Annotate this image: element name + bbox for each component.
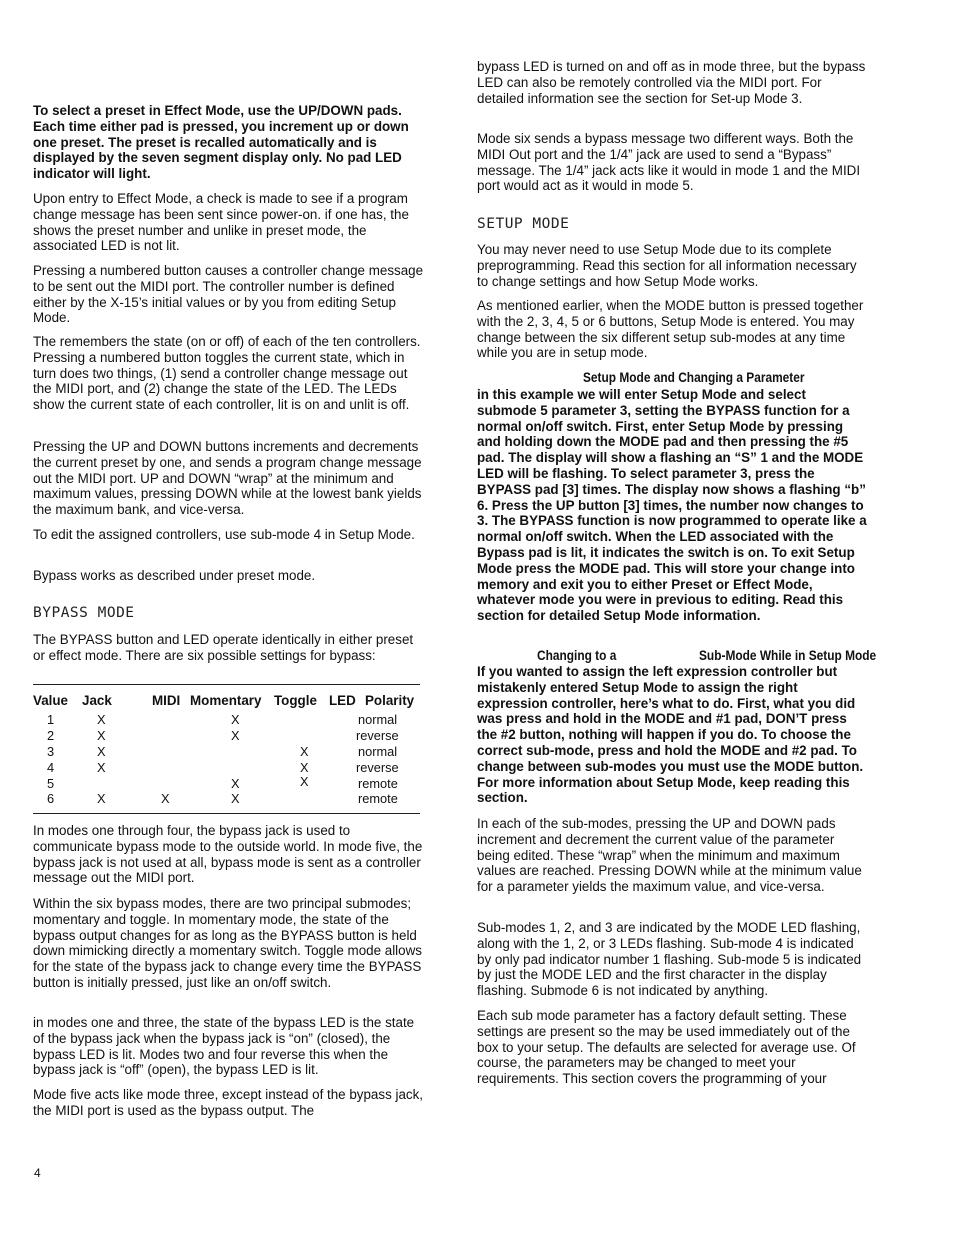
paragraph: Pressing the UP and DOWN buttons increments and decrements the current preset by one, and sends a program change message out the MIDI port. UP and DOWN “wrap” at the minimum and maximum values, pressing DOWN while at the lowest bank yields the maximum bank, and vice-versa.	[33, 439, 422, 518]
table-header-toggle: Toggle	[274, 693, 317, 708]
paragraph: The remembers the state (on or off) of each of the ten controllers. Pressing a numbered button toggles the current state, which in turn does two things, (1) send a controller change message out the MIDI port, and (2) change the state of the LED. The LEDs show the current state of each controller, lit is on and unlit is off.	[33, 334, 421, 413]
table-cell-toggle: X	[300, 744, 309, 759]
table-cell-toggle: X	[300, 774, 309, 789]
paragraph: In modes one through four, the bypass jack is used to communicate bypass mode to the outside world. In mode five, the bypass jack is not used at all, bypass mode is sent as a controller message out the MIDI port.	[33, 823, 423, 886]
bypass-settings-table	[33, 684, 420, 814]
page-number: 4	[34, 1166, 41, 1180]
table-header-momentary: Momentary	[190, 693, 262, 708]
subheading-changing-to: Changing to a	[537, 647, 617, 663]
table-cell-polarity: reverse	[356, 728, 399, 743]
table-cell-polarity: normal	[358, 744, 398, 759]
paragraph: Sub-modes 1, 2, and 3 are indicated by the MODE LED flashing, along with the 1, 2, or 3 LEDs flashing. Sub-mode 4 is indicated by only pad indicator number 1 flashing. Sub-mode 5 is indicated by just the MODE LED and the first character in the display flashing. Submode 6 is not indicated by anything.	[477, 920, 862, 999]
table-cell-polarity: normal	[358, 712, 398, 727]
table-cell-jack: X	[97, 744, 106, 759]
paragraph: You may never need to use Setup Mode due to its complete preprogramming. Read this section for all information necessary to change settings and how Setup Mode works.	[477, 242, 857, 289]
table-cell-jack: X	[97, 760, 106, 775]
paragraph: bypass LED is turned on and off as in mode three, but the bypass LED can also be remotely controlled via the MIDI port. For detailed information see the section for Set-up Mode 3.	[477, 59, 866, 106]
table-cell-toggle: X	[300, 760, 309, 775]
table-cell-value: 3	[47, 744, 55, 759]
sub-mode-change-paragraph: If you wanted to assign the left expression controller but mistakenly entered Setup Mode to assign the right expression controller, here’s what to do. First, what you did was press and hold in the MODE and #1 pad, DON’T press the #2 button, nothing will happen if you do. To choose the correct sub-mode, press and hold the MODE and #2 pad. To change between sub-modes you must use the MODE button. For more information about Setup Mode, keep reading this section.	[477, 664, 864, 806]
table-cell-jack: X	[97, 791, 106, 806]
setup-example-paragraph: in this example we will enter Setup Mode and select submode 5 parameter 3, setting the BYPASS function for a normal on/off switch. First, enter Setup Mode by pressing and holding down the MODE pad and then pressing the #5 pad. The display will show a flashing an “S” 1 and the MODE LED will be flashing. To select parameter 3, press the BYPASS pad [3] times. The display now shows a flashing “b” 6. Press the UP button [3] times, the number now changes to 3. The BYPASS function is now programmed to operate like a normal on/off switch. When the LED associated with the Bypass pad is lit, it indicates the switch is on. To exit Setup Mode press the MODE pad. This will store your change into memory and exit you to either Preset or Effect Mode, whatever mode you were in previous to editing. Read this section for detailed Setup Mode information.	[477, 387, 867, 624]
table-cell-polarity: remote	[358, 776, 398, 791]
paragraph: in modes one and three, the state of the bypass LED is the state of the bypass jack when the bypass jack is “on” (closed), the bypass LED is lit. Modes two and four reverse this when the bypass jack is “off” (open), the bypass LED is lit.	[33, 1015, 415, 1078]
paragraph: Mode six sends a bypass message two different ways. Both the MIDI Out port and the 1/4” jack are used to send a “Bypass” message. The 1/4” jack acts like it would in mode 1 and the MIDI port would act as it would in mode 5.	[477, 131, 861, 194]
table-cell-midi: X	[161, 791, 170, 806]
paragraph: Within the six bypass modes, there are two principal submodes; momentary and toggle. In momentary mode, the state of the bypass output changes for as long as the BYPASS button is held down mimicking directly a momentary switch. Toggle mode allows for the state of the bypass jack to change every time the BYPASS button is initially pressed, just like an on/off switch.	[33, 896, 422, 990]
table-cell-momentary: X	[231, 712, 240, 727]
table-cell-value: 1	[47, 712, 55, 727]
table-header-midi: MIDI	[152, 693, 181, 708]
table-header-polarity: Polarity	[365, 693, 415, 708]
effect-mode-intro: To select a preset in Effect Mode, use the UP/DOWN pads. Each time either pad is pressed, you increment up or down one preset. The preset is recalled automatically and is displayed by the seven segment display only. No pad LED indicator will light.	[33, 103, 409, 182]
bypass-mode-heading: BYPASS MODE	[33, 605, 135, 621]
table-cell-momentary: X	[231, 791, 240, 806]
table-cell-value: 5	[47, 776, 55, 791]
paragraph: To edit the assigned controllers, use sub-mode 4 in Setup Mode.	[33, 527, 415, 542]
paragraph: Each sub mode parameter has a factory default setting. These settings are present so the may be used immediately out of the box to your setup. The defaults are selected for average use. Of course, the parameters may be changed to meet your requirements. This section covers the programming of your	[477, 1008, 856, 1087]
paragraph: In each of the sub-modes, pressing the UP and DOWN pads increment and decrement the current value of the parameter being edited. These “wrap” when the minimum and maximum values are reached. Pressing DOWN while at the minimum value for a parameter yields the maximum value, and vice-versa.	[477, 816, 862, 895]
table-cell-momentary: X	[231, 728, 240, 743]
table-cell-jack: X	[97, 728, 106, 743]
table-cell-polarity: remote	[358, 791, 398, 806]
subheading-changing-parameter: Setup Mode and Changing a Parameter	[583, 369, 805, 385]
table-cell-value: 4	[47, 760, 55, 775]
table-header-jack: Jack	[82, 693, 112, 708]
table-cell-value: 6	[47, 791, 55, 806]
paragraph: Mode five acts like mode three, except instead of the bypass jack, the MIDI port is used as the bypass output. The	[33, 1087, 424, 1118]
table-cell-momentary: X	[231, 776, 240, 791]
subheading-sub-mode: Sub-Mode While in Setup Mode	[699, 647, 877, 663]
table-header-value: Value	[33, 693, 68, 708]
paragraph: Bypass works as described under preset mode.	[33, 568, 316, 583]
paragraph: As mentioned earlier, when the MODE button is pressed together with the 2, 3, 4, 5 or 6 buttons, Setup Mode is entered. You may change between the six different setup sub-modes at any time while you are in setup mode.	[477, 298, 864, 361]
paragraph: Pressing a numbered button causes a controller change message to be sent out the MIDI port. The controller number is defined either by the X-15’s initial values or by you from editing Setup Mode.	[33, 263, 424, 326]
table-cell-jack: X	[97, 712, 106, 727]
table-cell-polarity: reverse	[356, 760, 399, 775]
table-header-led: LED	[329, 693, 356, 708]
table-cell-value: 2	[47, 728, 55, 743]
paragraph: Upon entry to Effect Mode, a check is made to see if a program change message has been sent since power-on. if one has, the shows the preset number and unlike in preset mode, the associated LED is not lit.	[33, 191, 409, 254]
setup-mode-heading: SETUP MODE	[477, 216, 570, 232]
paragraph: The BYPASS button and LED operate identically in either preset or effect mode. There are six possible settings for bypass:	[33, 632, 414, 663]
